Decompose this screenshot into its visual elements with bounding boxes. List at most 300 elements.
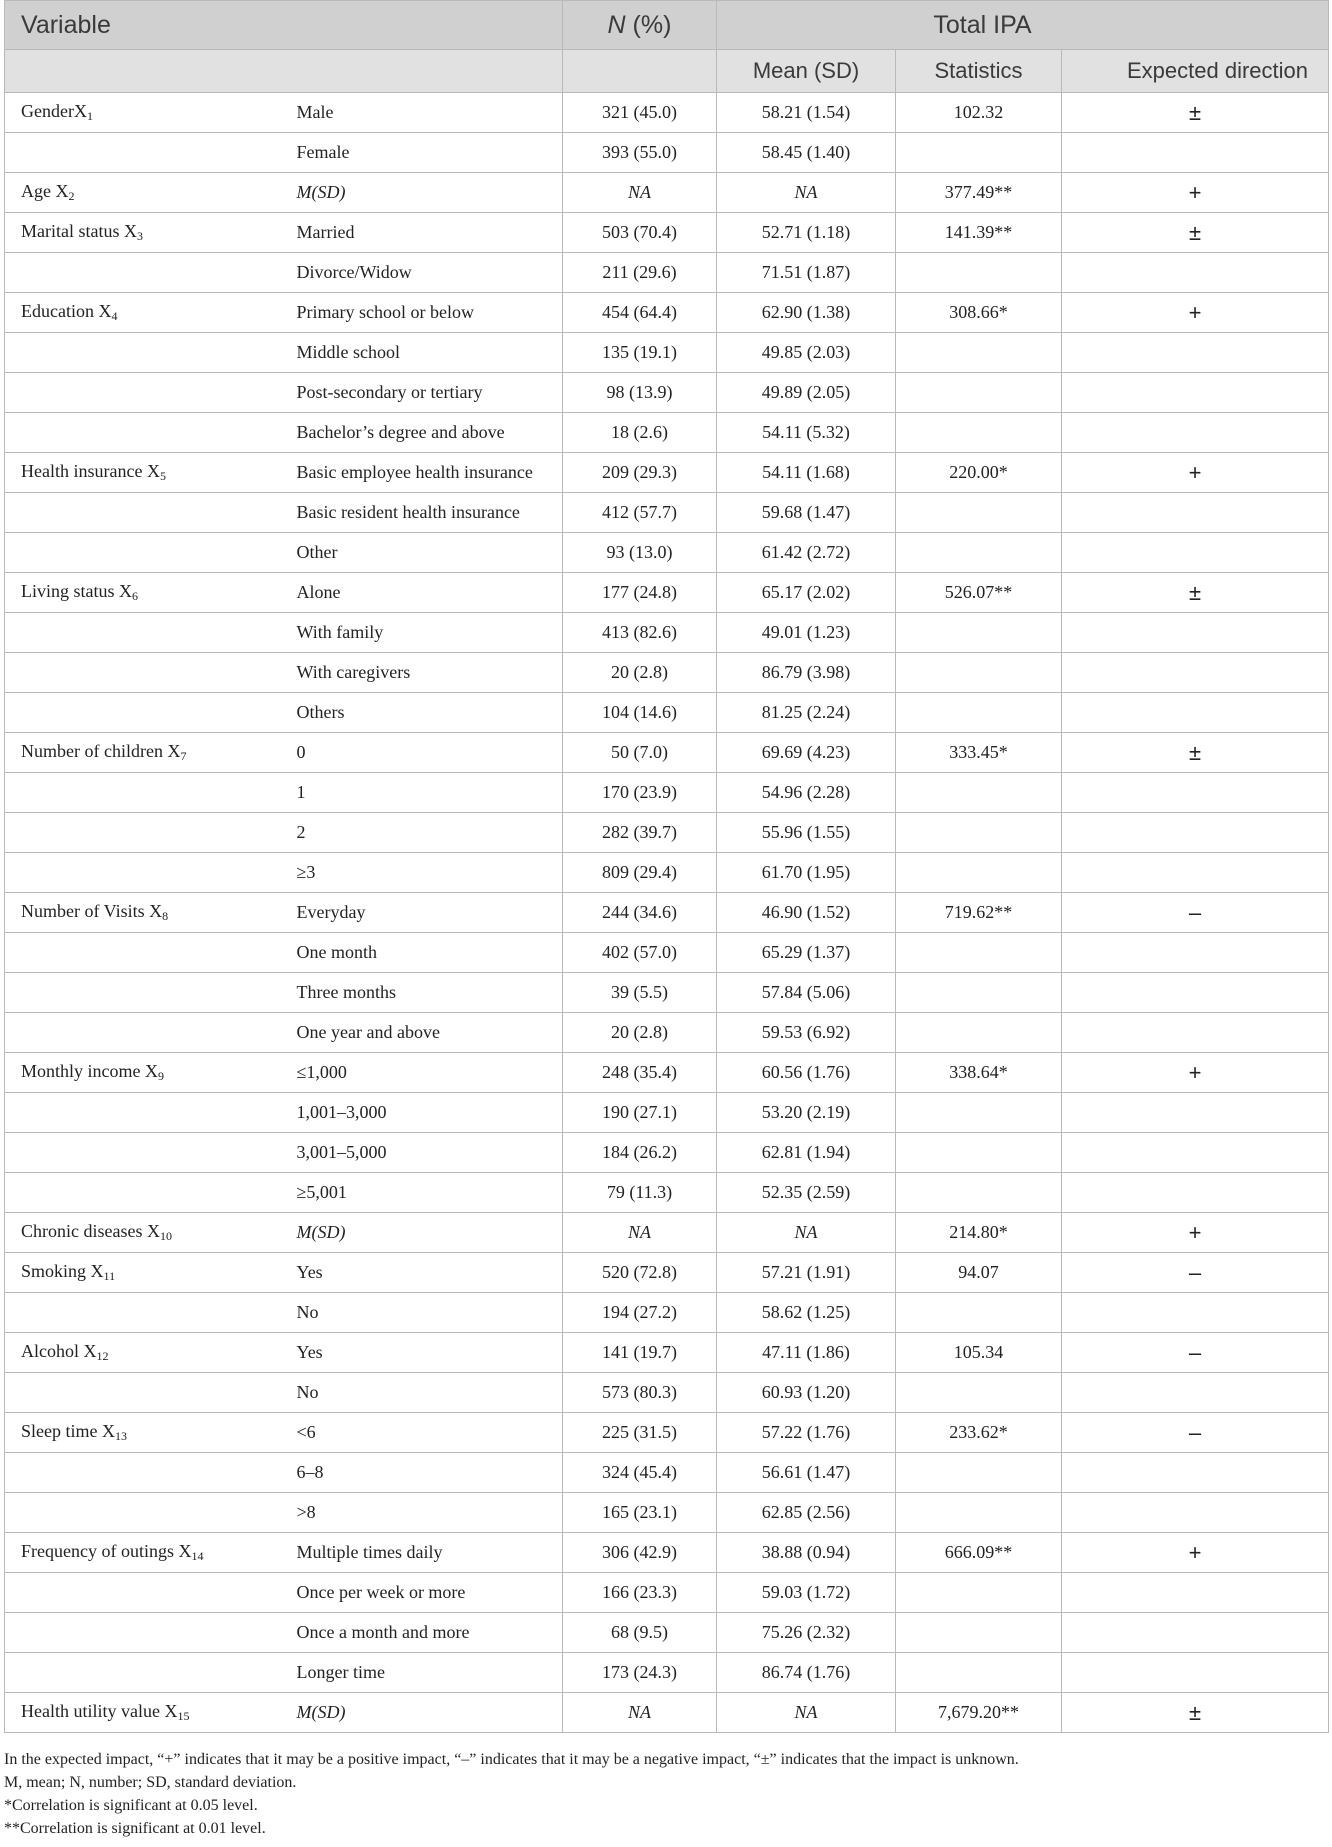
header-n-symbol: N bbox=[607, 10, 626, 39]
statistics-cell bbox=[896, 253, 1062, 293]
footnote-line: M, mean; N, number; SD, standard deviation. bbox=[4, 1774, 297, 1791]
variable-cell bbox=[5, 333, 273, 373]
statistics-cell: 526.07** bbox=[896, 573, 1062, 613]
n-percent-cell: 170 (23.9) bbox=[563, 773, 717, 813]
n-percent-cell: 68 (9.5) bbox=[563, 1613, 717, 1653]
variable-name: Frequency of outings X bbox=[21, 1541, 192, 1561]
variable-cell bbox=[5, 453, 273, 493]
mean-sd-cell: 54.96 (2.28) bbox=[717, 773, 896, 813]
expected-direction-cell bbox=[1062, 973, 1329, 1013]
variable-cell bbox=[5, 1093, 273, 1133]
statistics-cell: 214.80* bbox=[896, 1213, 1062, 1253]
expected-direction-cell bbox=[1062, 1133, 1329, 1173]
variable-index: 11 bbox=[103, 1269, 116, 1283]
statistics-cell bbox=[896, 933, 1062, 973]
table-row bbox=[5, 1653, 1329, 1693]
n-percent-cell: 177 (24.8) bbox=[563, 573, 717, 613]
n-percent-cell: 413 (82.6) bbox=[563, 613, 717, 653]
variable-cell bbox=[5, 973, 273, 1013]
statistics-cell bbox=[896, 1493, 1062, 1533]
variable-index: 2 bbox=[68, 189, 75, 203]
table-row bbox=[5, 573, 1329, 613]
category-cell: One year and above bbox=[273, 1013, 563, 1053]
n-percent-cell: 321 (45.0) bbox=[563, 93, 717, 133]
statistics-cell: 220.00* bbox=[896, 453, 1062, 493]
variable-name: Marital status X bbox=[21, 221, 137, 241]
mean-sd-cell: 62.81 (1.94) bbox=[717, 1133, 896, 1173]
statistics-cell: 666.09** bbox=[896, 1533, 1062, 1573]
variable-index: 13 bbox=[114, 1429, 127, 1443]
n-percent-cell: 324 (45.4) bbox=[563, 1453, 717, 1493]
table-row bbox=[5, 1213, 1329, 1253]
n-percent-cell: NA bbox=[563, 1693, 717, 1733]
table-row bbox=[5, 1173, 1329, 1213]
variable-cell bbox=[5, 653, 273, 693]
table-row bbox=[5, 213, 1329, 253]
variable-cell bbox=[5, 1173, 273, 1213]
variable-name: Health insurance X bbox=[21, 461, 160, 481]
variable-index: 14 bbox=[191, 1549, 204, 1563]
table-row bbox=[5, 1613, 1329, 1653]
variable-cell bbox=[5, 1053, 273, 1093]
mean-sd-cell: 57.84 (5.06) bbox=[717, 973, 896, 1013]
category-cell: Yes bbox=[273, 1253, 563, 1293]
expected-direction-cell bbox=[1062, 253, 1329, 293]
statistics-cell bbox=[896, 133, 1062, 173]
table-row bbox=[5, 493, 1329, 533]
mean-sd-cell: 59.68 (1.47) bbox=[717, 493, 896, 533]
category-cell: Multiple times daily bbox=[273, 1533, 563, 1573]
variable-cell bbox=[5, 133, 273, 173]
statistics-cell bbox=[896, 613, 1062, 653]
statistics-cell bbox=[896, 333, 1062, 373]
expected-direction-cell bbox=[1062, 413, 1329, 453]
statistics-cell bbox=[896, 973, 1062, 1013]
mean-sd-cell: NA bbox=[717, 1213, 896, 1253]
category-cell: Once a month and more bbox=[273, 1613, 563, 1653]
table-row bbox=[5, 1013, 1329, 1053]
table-row bbox=[5, 293, 1329, 333]
expected-direction-cell bbox=[1062, 1013, 1329, 1053]
category-cell: No bbox=[273, 1293, 563, 1333]
n-percent-cell: 141 (19.7) bbox=[563, 1333, 717, 1373]
n-percent-cell: 79 (11.3) bbox=[563, 1173, 717, 1213]
statistics-cell: 719.62** bbox=[896, 893, 1062, 933]
variable-name: Gender bbox=[21, 101, 74, 121]
table-row bbox=[5, 133, 1329, 173]
statistics-cell: 141.39** bbox=[896, 213, 1062, 253]
table-row bbox=[5, 1573, 1329, 1613]
expected-direction-cell bbox=[1062, 333, 1329, 373]
mean-sd-cell: 65.29 (1.37) bbox=[717, 933, 896, 973]
expected-direction-cell bbox=[1062, 373, 1329, 413]
variable-cell bbox=[5, 93, 273, 133]
variable-cell bbox=[5, 1453, 273, 1493]
results-table bbox=[4, 0, 1329, 1733]
variable-cell bbox=[5, 773, 273, 813]
statistics-cell bbox=[896, 1453, 1062, 1493]
statistics-cell bbox=[896, 533, 1062, 573]
statistics-cell bbox=[896, 1373, 1062, 1413]
expected-direction-cell bbox=[1062, 1293, 1329, 1333]
expected-direction-cell bbox=[1062, 1613, 1329, 1653]
variable-index: 6 bbox=[132, 589, 138, 603]
mean-sd-cell: 52.35 (2.59) bbox=[717, 1173, 896, 1213]
category-cell: Longer time bbox=[273, 1653, 563, 1693]
category-cell: M(SD) bbox=[273, 1693, 563, 1733]
mean-sd-cell: 49.85 (2.03) bbox=[717, 333, 896, 373]
n-percent-cell: 454 (64.4) bbox=[563, 293, 717, 333]
mean-sd-cell: 49.01 (1.23) bbox=[717, 613, 896, 653]
statistics-cell bbox=[896, 1093, 1062, 1133]
table-row bbox=[5, 1333, 1329, 1373]
category-cell: Divorce/Widow bbox=[273, 253, 563, 293]
variable-index: 12 bbox=[96, 1349, 109, 1363]
mean-sd-cell: 65.17 (2.02) bbox=[717, 573, 896, 613]
statistics-cell: 102.32 bbox=[896, 93, 1062, 133]
expected-direction-cell bbox=[1062, 1493, 1329, 1533]
category-cell: Basic employee health insurance bbox=[273, 453, 563, 493]
expected-direction-cell: – bbox=[1062, 893, 1329, 933]
category-cell: Primary school or below bbox=[273, 293, 563, 333]
footnote-line: **Correlation is significant at 0.01 level. bbox=[4, 1820, 266, 1837]
mean-sd-cell: 58.21 (1.54) bbox=[717, 93, 896, 133]
n-percent-cell: 244 (34.6) bbox=[563, 893, 717, 933]
expected-direction-cell: + bbox=[1062, 1053, 1329, 1093]
expected-direction-cell: – bbox=[1062, 1413, 1329, 1453]
expected-direction-cell bbox=[1062, 773, 1329, 813]
n-percent-cell: 18 (2.6) bbox=[563, 413, 717, 453]
expected-direction-cell bbox=[1062, 933, 1329, 973]
statistics-cell bbox=[896, 693, 1062, 733]
variable-name: Living status X bbox=[21, 581, 132, 601]
mean-sd-cell: 57.22 (1.76) bbox=[717, 1413, 896, 1453]
category-cell: 1 bbox=[273, 773, 563, 813]
expected-direction-cell bbox=[1062, 693, 1329, 733]
category-cell: Basic resident health insurance bbox=[273, 493, 563, 533]
statistics-cell bbox=[896, 373, 1062, 413]
n-percent-cell: 225 (31.5) bbox=[563, 1413, 717, 1453]
expected-direction-cell: + bbox=[1062, 1213, 1329, 1253]
footnote-line: *Correlation is significant at 0.05 level. bbox=[4, 1797, 258, 1814]
n-percent-cell: 282 (39.7) bbox=[563, 813, 717, 853]
category-cell: Others bbox=[273, 693, 563, 733]
mean-sd-cell: NA bbox=[717, 173, 896, 213]
n-percent-cell: 39 (5.5) bbox=[563, 973, 717, 1013]
variable-cell bbox=[5, 813, 273, 853]
variable-index: 1 bbox=[86, 109, 93, 123]
mean-sd-cell: 46.90 (1.52) bbox=[717, 893, 896, 933]
mean-sd-cell: 69.69 (4.23) bbox=[717, 733, 896, 773]
table-row bbox=[5, 93, 1329, 133]
variable-cell bbox=[5, 533, 273, 573]
table-row bbox=[5, 853, 1329, 893]
n-percent-cell: 104 (14.6) bbox=[563, 693, 717, 733]
expected-direction-cell bbox=[1062, 533, 1329, 573]
table-row bbox=[5, 1693, 1329, 1733]
statistics-cell: 338.64* bbox=[896, 1053, 1062, 1093]
category-cell: M(SD) bbox=[273, 1213, 563, 1253]
mean-sd-cell: 61.42 (2.72) bbox=[717, 533, 896, 573]
expected-direction-cell bbox=[1062, 1653, 1329, 1693]
expected-direction-cell: ± bbox=[1062, 733, 1329, 773]
expected-direction-cell: + bbox=[1062, 173, 1329, 213]
n-percent-cell: 402 (57.0) bbox=[563, 933, 717, 973]
mean-sd-cell: 60.56 (1.76) bbox=[717, 1053, 896, 1093]
expected-direction-cell: ± bbox=[1062, 213, 1329, 253]
n-percent-cell: 503 (70.4) bbox=[563, 213, 717, 253]
category-cell: <6 bbox=[273, 1413, 563, 1453]
category-cell: One month bbox=[273, 933, 563, 973]
mean-sd-cell: 53.20 (2.19) bbox=[717, 1093, 896, 1133]
category-cell: Yes bbox=[273, 1333, 563, 1373]
table-row bbox=[5, 813, 1329, 853]
variable-cell bbox=[5, 1693, 273, 1733]
category-cell: With family bbox=[273, 613, 563, 653]
variable-name: Age X bbox=[21, 181, 69, 201]
mean-sd-cell: 59.03 (1.72) bbox=[717, 1573, 896, 1613]
category-cell: ≥5,001 bbox=[273, 1173, 563, 1213]
statistics-cell bbox=[896, 1653, 1062, 1693]
header-statistics: Statistics bbox=[896, 50, 1062, 93]
expected-direction-cell bbox=[1062, 1573, 1329, 1613]
statistics-cell: 377.49** bbox=[896, 173, 1062, 213]
statistics-cell: 7,679.20** bbox=[896, 1693, 1062, 1733]
variable-cell bbox=[5, 693, 273, 733]
expected-direction-cell: ± bbox=[1062, 573, 1329, 613]
variable-cell bbox=[5, 573, 273, 613]
statistics-cell bbox=[896, 813, 1062, 853]
statistics-cell: 308.66* bbox=[896, 293, 1062, 333]
table-row bbox=[5, 973, 1329, 1013]
header-variable: Variable bbox=[5, 1, 563, 50]
category-cell: >8 bbox=[273, 1493, 563, 1533]
expected-direction-cell bbox=[1062, 493, 1329, 533]
variable-cell bbox=[5, 1333, 273, 1373]
category-cell: M(SD) bbox=[273, 173, 563, 213]
variable-cell bbox=[5, 1293, 273, 1333]
statistics-cell bbox=[896, 413, 1062, 453]
mean-sd-cell: 62.85 (2.56) bbox=[717, 1493, 896, 1533]
table-row bbox=[5, 533, 1329, 573]
header-expected-direction: Expected direction bbox=[1062, 50, 1329, 93]
n-percent-cell: 248 (35.4) bbox=[563, 1053, 717, 1093]
n-percent-cell: 211 (29.6) bbox=[563, 253, 717, 293]
variable-symbol: X bbox=[73, 101, 87, 121]
n-percent-cell: NA bbox=[563, 1213, 717, 1253]
category-cell: Three months bbox=[273, 973, 563, 1013]
variable-cell bbox=[5, 853, 273, 893]
mean-sd-cell: 58.45 (1.40) bbox=[717, 133, 896, 173]
header-row-1 bbox=[5, 1, 1329, 50]
table-row bbox=[5, 1133, 1329, 1173]
mean-sd-cell: 62.90 (1.38) bbox=[717, 293, 896, 333]
expected-direction-cell bbox=[1062, 853, 1329, 893]
expected-direction-cell bbox=[1062, 133, 1329, 173]
statistics-cell bbox=[896, 853, 1062, 893]
table-row bbox=[5, 693, 1329, 733]
n-percent-cell: 173 (24.3) bbox=[563, 1653, 717, 1693]
expected-direction-cell bbox=[1062, 1453, 1329, 1493]
n-percent-cell: 190 (27.1) bbox=[563, 1093, 717, 1133]
expected-direction-cell bbox=[1062, 613, 1329, 653]
category-cell: No bbox=[273, 1373, 563, 1413]
category-cell: 2 bbox=[273, 813, 563, 853]
variable-name: Number of children X bbox=[21, 741, 181, 761]
statistics-cell bbox=[896, 1573, 1062, 1613]
mean-sd-cell: 58.62 (1.25) bbox=[717, 1293, 896, 1333]
mean-sd-cell: 86.79 (3.98) bbox=[717, 653, 896, 693]
n-percent-cell: 393 (55.0) bbox=[563, 133, 717, 173]
variable-name: Alcohol X bbox=[21, 1341, 97, 1361]
category-cell: Male bbox=[273, 93, 563, 133]
mean-sd-cell: 60.93 (1.20) bbox=[717, 1373, 896, 1413]
table-row bbox=[5, 1373, 1329, 1413]
mean-sd-cell: 59.53 (6.92) bbox=[717, 1013, 896, 1053]
header-mean-sd: Mean (SD) bbox=[717, 50, 896, 93]
mean-sd-cell: 52.71 (1.18) bbox=[717, 213, 896, 253]
variable-index: 3 bbox=[136, 229, 143, 243]
mean-sd-cell: 56.61 (1.47) bbox=[717, 1453, 896, 1493]
table-row bbox=[5, 413, 1329, 453]
variable-index: 7 bbox=[180, 749, 187, 763]
variable-cell bbox=[5, 293, 273, 333]
expected-direction-cell bbox=[1062, 1093, 1329, 1133]
variable-cell bbox=[5, 373, 273, 413]
category-cell: Post-secondary or tertiary bbox=[273, 373, 563, 413]
header-total-ipa: Total IPA bbox=[717, 1, 1329, 50]
category-cell: ≤1,000 bbox=[273, 1053, 563, 1093]
statistics-cell: 233.62* bbox=[896, 1413, 1062, 1453]
table-row bbox=[5, 933, 1329, 973]
mean-sd-cell: 81.25 (2.24) bbox=[717, 693, 896, 733]
mean-sd-cell: 49.89 (2.05) bbox=[717, 373, 896, 413]
category-cell: Once per week or more bbox=[273, 1573, 563, 1613]
variable-cell bbox=[5, 1253, 273, 1293]
variable-cell bbox=[5, 1533, 273, 1573]
category-cell: With caregivers bbox=[273, 653, 563, 693]
category-cell: Middle school bbox=[273, 333, 563, 373]
expected-direction-cell bbox=[1062, 813, 1329, 853]
n-percent-cell: 184 (26.2) bbox=[563, 1133, 717, 1173]
table-row bbox=[5, 1453, 1329, 1493]
variable-name: Monthly income X bbox=[21, 1061, 158, 1081]
variable-cell bbox=[5, 493, 273, 533]
mean-sd-cell: NA bbox=[717, 1693, 896, 1733]
category-cell: Bachelor’s degree and above bbox=[273, 413, 563, 453]
table-row bbox=[5, 453, 1329, 493]
category-cell: 1,001–3,000 bbox=[273, 1093, 563, 1133]
statistics-cell bbox=[896, 493, 1062, 533]
table-row bbox=[5, 333, 1329, 373]
table-body bbox=[5, 93, 1329, 1733]
mean-sd-cell: 38.88 (0.94) bbox=[717, 1533, 896, 1573]
category-cell: Alone bbox=[273, 573, 563, 613]
mean-sd-cell: 57.21 (1.91) bbox=[717, 1253, 896, 1293]
variable-cell bbox=[5, 613, 273, 653]
mean-sd-cell: 75.26 (2.32) bbox=[717, 1613, 896, 1653]
expected-direction-cell: – bbox=[1062, 1253, 1329, 1293]
table-row bbox=[5, 1533, 1329, 1573]
statistics-cell bbox=[896, 1133, 1062, 1173]
statistics-cell bbox=[896, 1293, 1062, 1333]
table-row bbox=[5, 733, 1329, 773]
table-row bbox=[5, 373, 1329, 413]
header-n-pct: (%) bbox=[625, 10, 672, 39]
variable-cell bbox=[5, 1653, 273, 1693]
n-percent-cell: 20 (2.8) bbox=[563, 653, 717, 693]
variable-name: Smoking X bbox=[21, 1261, 104, 1281]
n-percent-cell: 573 (80.3) bbox=[563, 1373, 717, 1413]
table-row bbox=[5, 1413, 1329, 1453]
n-percent-cell: 93 (13.0) bbox=[563, 533, 717, 573]
expected-direction-cell bbox=[1062, 653, 1329, 693]
variable-cell bbox=[5, 733, 273, 773]
results-table-container bbox=[4, 0, 1328, 1733]
header-n bbox=[563, 1, 717, 50]
expected-direction-cell bbox=[1062, 1373, 1329, 1413]
expected-direction-cell: + bbox=[1062, 1533, 1329, 1573]
mean-sd-cell: 54.11 (1.68) bbox=[717, 453, 896, 493]
variable-index: 4 bbox=[111, 309, 118, 323]
expected-direction-cell: – bbox=[1062, 1333, 1329, 1373]
category-cell: ≥3 bbox=[273, 853, 563, 893]
variable-cell bbox=[5, 173, 273, 213]
header-blank bbox=[5, 50, 563, 93]
expected-direction-cell: + bbox=[1062, 453, 1329, 493]
mean-sd-cell: 47.11 (1.86) bbox=[717, 1333, 896, 1373]
table-row bbox=[5, 253, 1329, 293]
expected-direction-cell: ± bbox=[1062, 1693, 1329, 1733]
variable-cell bbox=[5, 893, 273, 933]
n-percent-cell: 135 (19.1) bbox=[563, 333, 717, 373]
variable-index: 15 bbox=[177, 1709, 190, 1723]
variable-cell bbox=[5, 213, 273, 253]
variable-cell bbox=[5, 413, 273, 453]
statistics-cell: 333.45* bbox=[896, 733, 1062, 773]
variable-cell bbox=[5, 253, 273, 293]
mean-sd-cell: 54.11 (5.32) bbox=[717, 413, 896, 453]
category-cell: Other bbox=[273, 533, 563, 573]
category-cell: Everyday bbox=[273, 893, 563, 933]
n-percent-cell: 809 (29.4) bbox=[563, 853, 717, 893]
variable-cell bbox=[5, 1573, 273, 1613]
variable-cell bbox=[5, 1413, 273, 1453]
variable-name: Chronic diseases X bbox=[21, 1221, 160, 1241]
variable-index: 10 bbox=[159, 1229, 172, 1243]
variable-cell bbox=[5, 1373, 273, 1413]
expected-direction-cell bbox=[1062, 1173, 1329, 1213]
variable-index: 9 bbox=[158, 1069, 164, 1083]
table-row bbox=[5, 653, 1329, 693]
variable-cell bbox=[5, 1613, 273, 1653]
n-percent-cell: 412 (57.7) bbox=[563, 493, 717, 533]
statistics-cell bbox=[896, 773, 1062, 813]
n-percent-cell: 194 (27.2) bbox=[563, 1293, 717, 1333]
statistics-cell bbox=[896, 1613, 1062, 1653]
n-percent-cell: NA bbox=[563, 173, 717, 213]
n-percent-cell: 50 (7.0) bbox=[563, 733, 717, 773]
category-cell: Married bbox=[273, 213, 563, 253]
table-row bbox=[5, 1253, 1329, 1293]
variable-name: Education X bbox=[21, 301, 112, 321]
table-row bbox=[5, 773, 1329, 813]
table-row bbox=[5, 1093, 1329, 1133]
variable-cell bbox=[5, 933, 273, 973]
statistics-cell bbox=[896, 1013, 1062, 1053]
variable-name: Number of Visits X bbox=[21, 901, 163, 921]
variable-cell bbox=[5, 1493, 273, 1533]
